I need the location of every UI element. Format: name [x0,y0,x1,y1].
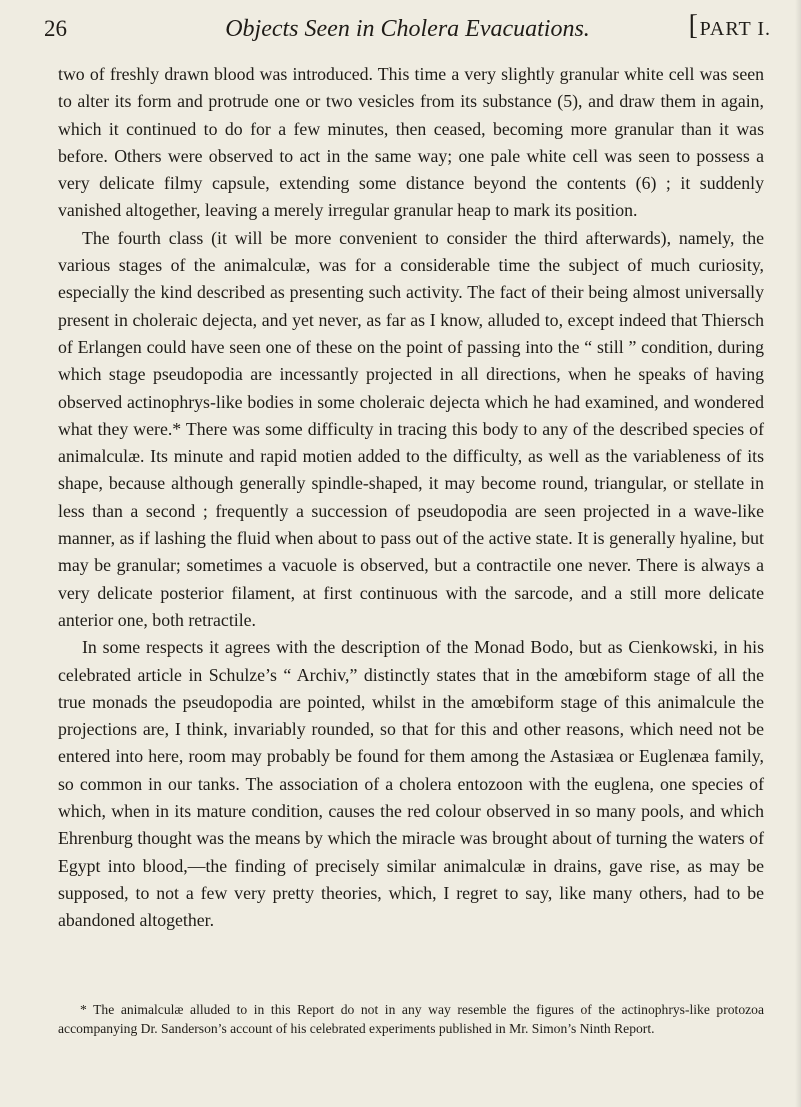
paragraph-fourth-class: The fourth class (it will be more convenient to consider the third afterwards), namely, the various stages of the animalculæ, was for a considerable time the subject of much curiosity, especially the kind described as presenting such activity. The fact of their being almost universally present in choleraic dejecta, and yet never, as far as I know, alluded to, except indeed that Thiersch of Erlangen could have seen one of these on the point of passing into the “ still ” condition, during which stage pseudopodia are incessantly projected in all directions, when he speaks of having observed actinophrys-like bodies in some choleraic dejecta which he had examined, and wondered what they were.* There was some difficulty in tracing this body to any of the described species of animalculæ. Its minute and rapid motien added to the difficulty, as well as the variableness of its shape, because although generally spindle-shaped, it may become round, triangular, or stellate in less than a second ; frequently a succession of pseudopodia are seen projected in a wave-like manner, as if lashing the fluid when about to pass out of the active state. It is generally hyaline, but may be granular; sometimes a vacuole is observed, but a contractile one never. There is always a very delicate posterior filament, at first continuous with the sarcode, and a still more delicate anterior one, both retractile. [58,227,764,630]
part-label: [ PART I. [700,14,771,44]
page-number: 26 [44,16,67,41]
footnote-text: * The animalculæ alluded to in this Report do not in any way resemble the figures of the actinophrys-like protozoa accompanying Dr. Sanderson’s account of his celebrated experiments published in Mr. Simon’s Ninth Report. [58,1002,764,1036]
running-title: Objects Seen in Cholera Evacuations. [225,16,590,42]
body-text [58,61,764,935]
footnote [58,1000,764,1038]
paragraph-monad-bodo: In some respects it agrees with the description of the Monad Bodo, but as Cienkowski, in his celebrated article in Schulze’s “ Archiv,” distinctly states that in the amœbiform stage of all the true monads the pseudopodia are pointed, whilst in the amœbiform stage of this animalcule the projections are, I think, invariably rounded, so that for this and other reasons, which need not be entered into here, room may probably be found for them among the Astasiæa or Euglenæa family, so common in our tanks. The association of a cholera entozoon with the euglena, one species of which, when in its mature condition, causes the red colour observed in so many pools, and which Ehrenburg thought was the means by which the miracle was brought about of turning the waters of Egypt into blood,—the finding of precisely similar animalculæ in drains, gave rise, as may be supposed, to not a few very pretty theories, which, I regret to say, like many others, had to be abandoned altogether. [58,637,764,931]
paragraph-continuation: two of freshly drawn blood was introduced. This time a very slightly granular white cell was seen to alter its form and protrude one or two vesicles from its substance (5), and draw them in again, which it continued to do for a few minutes, then ceased, becoming more granular than it was before. Others were observed to act in the same way; one pale white cell was seen to possess a very delicate filmy capsule, extending some distance beyond the contents (6) ; it suddenly vanished altogether, leaving a merely irregular granular heap to mark its position. [58,64,764,221]
page-header [44,14,771,44]
page-edge-shadow [795,0,801,1107]
